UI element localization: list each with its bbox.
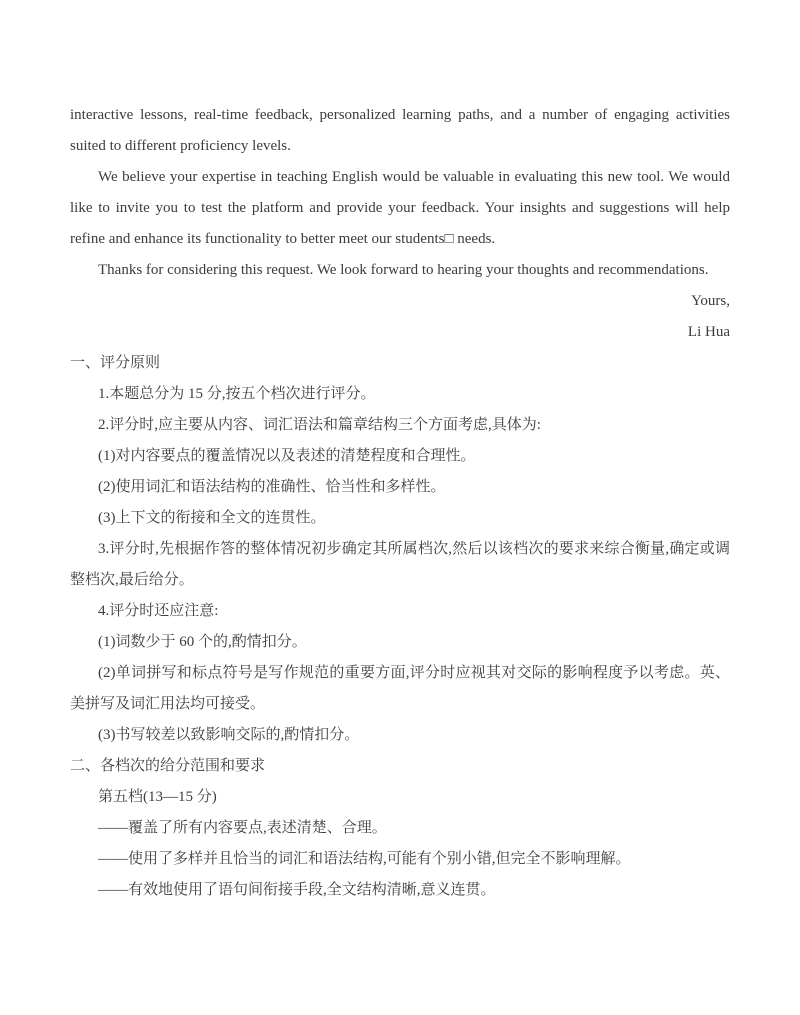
scoring-principle-line: 1.本题总分为 15 分,按五个档次进行评分。 [98, 386, 376, 402]
scoring-principle-line: 3.评分时,先根据作答的整体情况初步确定其所属档次,然后以该档次的要求来综合衡量,确定或调整档次,最后给分。 [70, 541, 730, 588]
scoring-principle-subline: (1)词数少于 60 个的,酌情扣分。 [98, 634, 307, 650]
band5-descriptor-line: ——有效地使用了语句间衔接手段,全文结构清晰,意义连贯。 [98, 882, 496, 898]
letter-body-continuation: interactive lessons, real-time feedback, personalized learning paths, and a number of engaging activities suited to different proficiency levels. [70, 107, 730, 154]
scoring-section2-heading: 二、各档次的给分范围和要求 [70, 758, 266, 774]
band5-descriptor-line: ——覆盖了所有内容要点,表述清楚、合理。 [98, 820, 387, 836]
letter-paragraph-invitation: We believe your expertise in teaching English would be valuable in evaluating this new tool. We would like to invite you to test the platform and provide your feedback. Your insights and suggestions will help refine and enhance its functionality to better meet our students□ needs. [70, 169, 730, 247]
letter-paragraph-thanks: Thanks for considering this request. We look forward to hearing your thoughts and recommendations. [98, 262, 709, 278]
band5-heading: 第五档(13—15 分) [98, 789, 217, 805]
scoring-principle-line: 4.评分时还应注意: [98, 603, 219, 619]
scoring-principle-subline: (3)书写较差以致影响交际的,酌情扣分。 [98, 727, 360, 743]
scoring-principle-subline: (1)对内容要点的覆盖情况以及表述的清楚程度和合理性。 [98, 448, 476, 464]
scoring-principle-subline: (3)上下文的衔接和全文的连贯性。 [98, 510, 326, 526]
scoring-principle-subline: (2)单词拼写和标点符号是写作规范的重要方面,评分时应视其对交际的影响程度予以考虑。英、美拼写及词汇用法均可接受。 [70, 665, 730, 712]
letter-closing: Yours, [691, 293, 730, 309]
band5-descriptor-line: ——使用了多样并且恰当的词汇和语法结构,可能有个别小错,但完全不影响理解。 [98, 851, 631, 867]
scoring-principle-subline: (2)使用词汇和语法结构的准确性、恰当性和多样性。 [98, 479, 446, 495]
letter-signature: Li Hua [687, 324, 730, 340]
scoring-section1-heading: 一、评分原则 [70, 355, 161, 371]
scoring-principle-line: 2.评分时,应主要从内容、词汇语法和篇章结构三个方面考虑,具体为: [98, 417, 541, 433]
page-content [70, 100, 730, 906]
